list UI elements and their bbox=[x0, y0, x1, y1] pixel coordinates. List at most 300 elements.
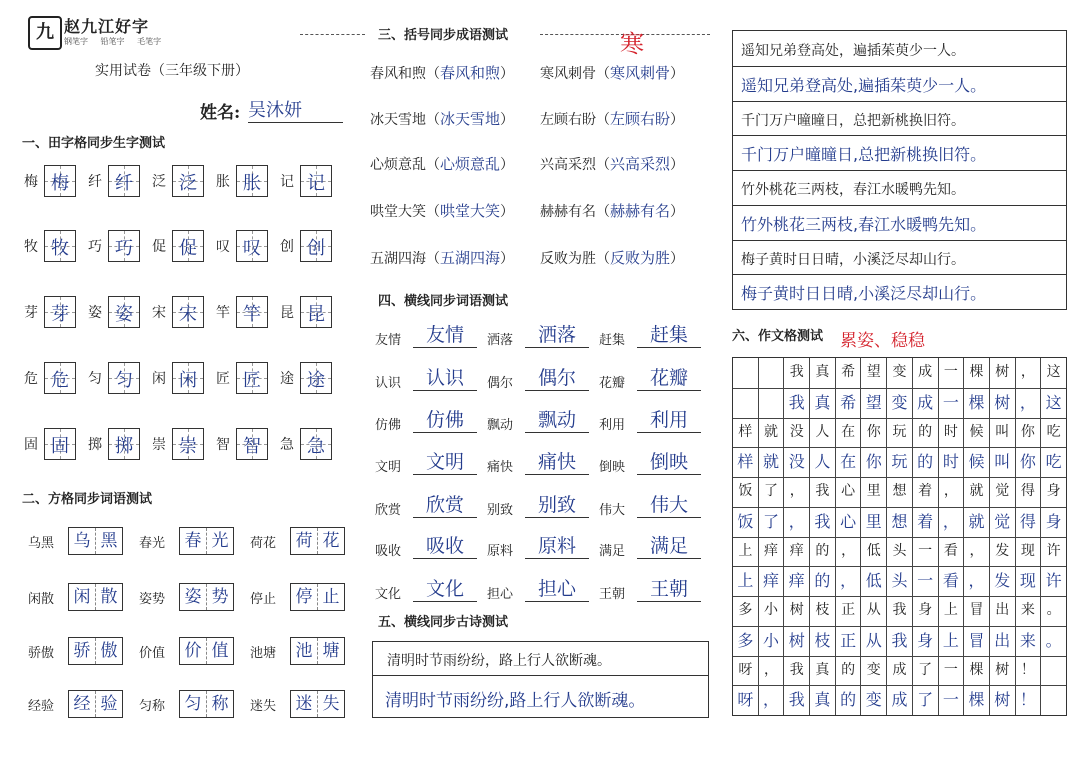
char-label: 记 bbox=[280, 174, 294, 190]
idiom-label: 心烦意乱 bbox=[370, 157, 426, 173]
composition-cell[interactable]: 吃 bbox=[1045, 452, 1062, 472]
word-box-char: 势 bbox=[206, 584, 233, 610]
composition-cell[interactable]: 想 bbox=[887, 477, 913, 507]
composition-cell[interactable]: 上 bbox=[733, 537, 759, 567]
composition-cell[interactable]: 从 bbox=[861, 626, 887, 656]
composition-cell[interactable]: 冒 bbox=[964, 626, 990, 656]
composition-cell[interactable]: 头 bbox=[887, 566, 913, 596]
line-word-answer[interactable]: 痛快 bbox=[525, 447, 589, 475]
tian-grid-cell[interactable] bbox=[172, 428, 204, 460]
poem-answer-line[interactable]: 梅子黄时日日晴,小溪泛尽却山行。 bbox=[741, 284, 987, 304]
line-word-row bbox=[375, 574, 711, 602]
line-word-item bbox=[375, 447, 487, 475]
tian-grid-cell[interactable] bbox=[44, 296, 76, 328]
line-word-answer[interactable]: 吸收 bbox=[413, 531, 477, 559]
line-word-answer[interactable]: 文明 bbox=[413, 447, 477, 475]
tian-grid-cell[interactable] bbox=[300, 428, 332, 460]
composition-cell[interactable]: ， bbox=[759, 685, 785, 715]
char-answer: 泛 bbox=[179, 173, 197, 194]
composition-cell[interactable]: 玩 bbox=[887, 447, 913, 477]
composition-cell[interactable]: 一 bbox=[913, 566, 939, 596]
composition-cell[interactable]: 时 bbox=[939, 447, 965, 477]
idiom-item: 左顾右盼（左顾右盼） bbox=[540, 110, 685, 128]
char-item bbox=[88, 296, 140, 328]
word-box-char: 闲 bbox=[73, 587, 91, 607]
composition-cell[interactable]: 棵 bbox=[964, 358, 990, 388]
composition-cell[interactable]: 在 bbox=[836, 447, 862, 477]
word-box-item bbox=[28, 690, 139, 718]
word-box-cell[interactable] bbox=[68, 690, 123, 718]
composition-cell[interactable]: 想 bbox=[887, 507, 913, 537]
composition-cell[interactable]: 就 bbox=[759, 447, 785, 477]
composition-cell[interactable]: 正 bbox=[836, 626, 862, 656]
word-box-cell[interactable] bbox=[68, 637, 123, 665]
tian-grid-cell[interactable] bbox=[236, 296, 268, 328]
composition-cell[interactable]: 我 bbox=[887, 596, 913, 626]
composition-cell[interactable]: 一 bbox=[939, 656, 965, 686]
composition-cell[interactable]: 上 bbox=[939, 596, 965, 626]
composition-cell[interactable]: ， bbox=[1016, 358, 1042, 388]
composition-cell[interactable]: 的 bbox=[810, 566, 836, 596]
idiom-answer[interactable]: 心烦意乱 bbox=[440, 155, 501, 173]
idiom-answer[interactable]: 左顾右盼 bbox=[610, 110, 671, 128]
composition-cell[interactable]: 心 bbox=[836, 477, 862, 507]
composition-cell[interactable]: 就 bbox=[964, 507, 990, 537]
composition-cell[interactable]: ， bbox=[836, 537, 862, 567]
composition-cell[interactable]: 望 bbox=[861, 358, 887, 388]
char-answer: 危 bbox=[51, 370, 69, 391]
composition-cell[interactable]: 变 bbox=[887, 388, 913, 418]
composition-cell[interactable]: 我 bbox=[784, 656, 810, 686]
section6-title: 六、作文格测试 bbox=[732, 329, 824, 344]
line-word-label: 王朝 bbox=[599, 587, 626, 602]
line-word-answer[interactable]: 担心 bbox=[525, 574, 589, 602]
tian-grid-cell[interactable] bbox=[172, 296, 204, 328]
idiom-answer[interactable]: 反败为胜 bbox=[610, 249, 671, 267]
composition-cell[interactable]: 变 bbox=[861, 656, 887, 686]
composition-row-divider bbox=[733, 447, 1066, 448]
composition-cell[interactable] bbox=[733, 358, 759, 388]
composition-cell[interactable]: 这 bbox=[1045, 392, 1062, 412]
composition-cell[interactable]: 真 bbox=[810, 358, 836, 388]
composition-row bbox=[733, 507, 1066, 537]
composition-cell[interactable]: 棵 bbox=[964, 656, 990, 686]
composition-cell[interactable]: 我 bbox=[810, 507, 836, 537]
tian-grid-cell[interactable] bbox=[44, 428, 76, 460]
composition-cell[interactable]: 身 bbox=[913, 596, 939, 626]
composition-cell[interactable]: 这 bbox=[1046, 364, 1061, 380]
composition-cell[interactable]: 上 bbox=[939, 626, 965, 656]
idiom-answer[interactable]: 寒风刺骨 bbox=[610, 64, 671, 82]
composition-row-divider bbox=[733, 477, 1066, 478]
composition-cell[interactable]: 树 bbox=[990, 388, 1016, 418]
composition-cell[interactable]: 真 bbox=[810, 388, 836, 418]
composition-cell[interactable]: 饭 bbox=[733, 507, 759, 537]
composition-cell[interactable]: ， bbox=[759, 656, 785, 686]
idiom-answer[interactable]: 五湖四海 bbox=[440, 249, 501, 267]
composition-cell[interactable]: 正 bbox=[836, 596, 862, 626]
composition-cell[interactable]: 出 bbox=[990, 596, 1016, 626]
composition-cell[interactable]: 了 bbox=[759, 507, 785, 537]
word-box-item bbox=[250, 690, 361, 718]
tian-grid-cell[interactable] bbox=[44, 165, 76, 197]
line-word-answer[interactable]: 原料 bbox=[525, 531, 589, 559]
composition-cell[interactable]: 小 bbox=[759, 626, 785, 656]
composition-cell[interactable]: ， bbox=[836, 566, 862, 596]
composition-cell[interactable]: 着 bbox=[913, 477, 939, 507]
word-box-cell[interactable] bbox=[68, 583, 123, 611]
word-box-char: 迷 bbox=[295, 694, 313, 714]
word-box-cell[interactable] bbox=[179, 690, 234, 718]
composition-cell[interactable]: 出 bbox=[990, 626, 1016, 656]
line-word-label: 担心 bbox=[487, 587, 514, 602]
char-item bbox=[24, 165, 76, 197]
tian-grid-cell[interactable] bbox=[300, 296, 332, 328]
composition-cell[interactable]: 望 bbox=[861, 388, 887, 418]
composition-cell[interactable]: 没 bbox=[784, 447, 810, 477]
line-word-answer[interactable]: 认识 bbox=[413, 363, 477, 391]
word-box-cell[interactable] bbox=[290, 583, 345, 611]
composition-cell[interactable]: 树 bbox=[990, 358, 1016, 388]
line-word-answer[interactable]: 友情 bbox=[413, 320, 477, 348]
tian-grid-cell[interactable] bbox=[236, 362, 268, 394]
char-answer: 姿 bbox=[115, 304, 133, 325]
tian-grid-cell[interactable] bbox=[172, 230, 204, 262]
tian-grid-cell[interactable] bbox=[108, 362, 140, 394]
line-word-label: 别致 bbox=[487, 503, 514, 518]
composition-cell[interactable]: 没 bbox=[784, 418, 810, 448]
composition-cell[interactable]: ， bbox=[1016, 388, 1042, 418]
line-word-answer[interactable]: 偶尔 bbox=[525, 363, 589, 391]
composition-cell[interactable] bbox=[733, 388, 759, 418]
line-word-answer[interactable]: 欣赏 bbox=[413, 490, 477, 518]
composition-cell[interactable]: 候 bbox=[964, 418, 990, 448]
composition-cell[interactable]: 觉 bbox=[990, 477, 1016, 507]
word-box-char: 乌 bbox=[73, 531, 91, 551]
line-word-item bbox=[487, 447, 599, 475]
composition-cell[interactable]: 得 bbox=[1016, 477, 1042, 507]
line-word-answer[interactable]: 赶集 bbox=[637, 320, 701, 348]
line-word-item bbox=[599, 490, 711, 518]
word-box-char: 价 bbox=[184, 641, 202, 661]
tian-grid-cell[interactable] bbox=[44, 230, 76, 262]
composition-cell[interactable]: 看 bbox=[939, 566, 965, 596]
composition-cell[interactable]: 多 bbox=[733, 626, 759, 656]
composition-cell[interactable]: 痒 bbox=[759, 566, 785, 596]
composition-cell[interactable]: 呀 bbox=[733, 656, 759, 686]
tian-grid-cell[interactable] bbox=[108, 165, 140, 197]
composition-cell[interactable]: ， bbox=[784, 507, 810, 537]
idiom-answer[interactable]: 赫赫有名 bbox=[610, 202, 671, 220]
line-word-answer[interactable]: 伟大 bbox=[637, 490, 701, 518]
composition-cell[interactable]: 发 bbox=[990, 566, 1016, 596]
tian-grid-cell[interactable] bbox=[236, 230, 268, 262]
word-box-char: 光 bbox=[206, 528, 233, 554]
composition-cell[interactable]: 身 bbox=[913, 626, 939, 656]
tian-grid-cell[interactable] bbox=[108, 296, 140, 328]
composition-cell[interactable]: 从 bbox=[861, 596, 887, 626]
char-label: 危 bbox=[24, 371, 38, 387]
composition-cell[interactable]: 叫 bbox=[990, 418, 1016, 448]
tian-grid-cell[interactable] bbox=[300, 362, 332, 394]
line-word-answer[interactable]: 花瓣 bbox=[637, 363, 701, 391]
composition-cell[interactable]: 许 bbox=[1045, 571, 1062, 591]
char-answer: 牧 bbox=[51, 238, 69, 259]
composition-cell[interactable]: 。 bbox=[1046, 602, 1061, 618]
composition-row bbox=[733, 447, 1066, 477]
composition-cell[interactable]: 了 bbox=[759, 477, 785, 507]
composition-cell[interactable]: 我 bbox=[810, 477, 836, 507]
composition-cell[interactable]: 样 bbox=[733, 418, 759, 448]
composition-cell[interactable]: 来 bbox=[1016, 626, 1042, 656]
composition-cell[interactable] bbox=[759, 358, 785, 388]
name-field[interactable]: 吴沐妍 bbox=[248, 96, 343, 123]
composition-cell[interactable]: 希 bbox=[836, 358, 862, 388]
char-item bbox=[216, 428, 268, 460]
composition-cell[interactable]: 发 bbox=[990, 537, 1016, 567]
composition-cell[interactable]: 你 bbox=[1016, 447, 1042, 477]
composition-cell[interactable]: 低 bbox=[861, 566, 887, 596]
poem-answer-line[interactable]: 竹外桃花三两枝,春江水暖鸭先知。 bbox=[741, 214, 987, 234]
line-word-label: 赶集 bbox=[599, 333, 626, 348]
composition-cell[interactable]: 小 bbox=[759, 596, 785, 626]
composition-cell[interactable]: 我 bbox=[784, 358, 810, 388]
char-item bbox=[280, 165, 332, 197]
title-rule-left bbox=[300, 34, 365, 35]
composition-cell[interactable] bbox=[759, 388, 785, 418]
composition-cell[interactable]: 成 bbox=[887, 685, 913, 715]
composition-cell[interactable]: 枝 bbox=[810, 596, 836, 626]
line-word-item bbox=[599, 320, 711, 348]
composition-cell[interactable]: 树 bbox=[784, 626, 810, 656]
composition-cell[interactable] bbox=[1041, 685, 1066, 715]
tian-grid-cell[interactable] bbox=[108, 428, 140, 460]
word-box-row bbox=[28, 637, 361, 665]
idiom-answer[interactable]: 兴高采烈 bbox=[610, 155, 671, 173]
word-label: 停止 bbox=[250, 591, 277, 607]
composition-row bbox=[733, 656, 1066, 686]
char-label: 掷 bbox=[88, 437, 102, 453]
composition-cell[interactable]: ！ bbox=[1016, 656, 1042, 686]
word-box-char: 荷 bbox=[295, 531, 313, 551]
composition-cell[interactable]: ， bbox=[939, 477, 965, 507]
composition-cell[interactable]: 枝 bbox=[810, 626, 836, 656]
composition-cell[interactable]: 的 bbox=[913, 447, 939, 477]
line-word-answer[interactable]: 别致 bbox=[525, 490, 589, 518]
composition-cell[interactable]: 看 bbox=[939, 537, 965, 567]
tian-grid-cell[interactable] bbox=[172, 362, 204, 394]
word-label: 乌黑 bbox=[28, 535, 55, 551]
composition-cell[interactable]: ， bbox=[964, 566, 990, 596]
poem-answer-line[interactable]: 千门万户曈曈日,总把新桃换旧符。 bbox=[741, 145, 987, 165]
word-box-item bbox=[28, 637, 139, 665]
composition-cell[interactable]: 多 bbox=[733, 596, 759, 626]
composition-cell[interactable]: 人 bbox=[810, 418, 836, 448]
composition-cell[interactable]: 成 bbox=[913, 358, 939, 388]
composition-cell[interactable]: 我 bbox=[887, 626, 913, 656]
composition-cell[interactable]: 上 bbox=[733, 566, 759, 596]
line-word-item bbox=[599, 574, 711, 602]
word-box-char: 姿 bbox=[184, 587, 202, 607]
composition-cell[interactable]: 冒 bbox=[964, 596, 990, 626]
poem-answer-line[interactable]: 清明时节雨纷纷,路上行人欲断魂。 bbox=[385, 691, 646, 711]
composition-cell[interactable]: 成 bbox=[887, 656, 913, 686]
composition-cell[interactable]: 你 bbox=[1016, 418, 1042, 448]
idiom-label: 春风和煦 bbox=[370, 66, 426, 82]
idiom-row bbox=[370, 108, 710, 129]
composition-cell[interactable]: 树 bbox=[784, 596, 810, 626]
composition-cell[interactable]: 棵 bbox=[964, 685, 990, 715]
composition-cell[interactable]: 的 bbox=[810, 537, 836, 567]
char-item bbox=[24, 428, 76, 460]
composition-cell[interactable]: ！ bbox=[1016, 685, 1042, 715]
idiom-label: 寒风刺骨 bbox=[540, 66, 596, 82]
char-label: 急 bbox=[280, 437, 294, 453]
composition-cell[interactable]: 真 bbox=[810, 685, 836, 715]
composition-cell[interactable]: 来 bbox=[1016, 596, 1042, 626]
word-box-cell[interactable] bbox=[179, 527, 234, 555]
tian-grid-cell[interactable] bbox=[44, 362, 76, 394]
composition-cell[interactable]: 时 bbox=[939, 418, 965, 448]
composition-cell[interactable]: 痒 bbox=[784, 566, 810, 596]
tian-grid-cell[interactable] bbox=[108, 230, 140, 262]
composition-cell[interactable]: 痒 bbox=[759, 537, 785, 567]
char-answer: 崇 bbox=[179, 436, 197, 457]
composition-cell[interactable]: 吃 bbox=[1046, 423, 1061, 440]
poem-row-divider bbox=[733, 170, 1066, 171]
word-box-cell[interactable] bbox=[290, 527, 345, 555]
composition-cell[interactable]: 树 bbox=[990, 685, 1016, 715]
composition-cell[interactable]: 成 bbox=[913, 388, 939, 418]
line-word-item bbox=[599, 447, 711, 475]
char-item bbox=[280, 428, 332, 460]
composition-cell[interactable]: 里 bbox=[861, 507, 887, 537]
word-box-cell[interactable] bbox=[290, 690, 345, 718]
word-box-row bbox=[28, 527, 361, 555]
poem-model-line: 遥知兄弟登高处，遍插茱萸少一人。 bbox=[741, 43, 965, 59]
composition-cell[interactable]: 我 bbox=[784, 685, 810, 715]
tian-grid-cell[interactable] bbox=[300, 230, 332, 262]
idiom-item: 赫赫有名（赫赫有名） bbox=[540, 202, 685, 220]
composition-cell[interactable] bbox=[1041, 656, 1066, 686]
composition-cell[interactable]: 了 bbox=[913, 656, 939, 686]
word-box-cell[interactable] bbox=[179, 637, 234, 665]
word-box-cell[interactable] bbox=[179, 583, 234, 611]
composition-row-divider bbox=[733, 626, 1066, 627]
composition-row-divider bbox=[733, 596, 1066, 597]
composition-cell[interactable]: 一 bbox=[939, 358, 965, 388]
idiom-item: 五湖四海（五湖四海） bbox=[370, 249, 515, 267]
line-word-answer[interactable]: 飘动 bbox=[525, 405, 589, 433]
word-box-char: 称 bbox=[206, 691, 233, 717]
composition-cell[interactable]: 玩 bbox=[887, 418, 913, 448]
composition-cell[interactable]: 呀 bbox=[733, 685, 759, 715]
composition-row bbox=[733, 477, 1066, 507]
composition-cell[interactable]: 的 bbox=[913, 418, 939, 448]
composition-cell[interactable]: 的 bbox=[836, 656, 862, 686]
word-box-cell[interactable] bbox=[68, 527, 123, 555]
composition-cell[interactable]: 你 bbox=[861, 418, 887, 448]
char-item bbox=[24, 362, 76, 394]
line-word-answer[interactable]: 满足 bbox=[637, 531, 701, 559]
composition-cell[interactable]: 一 bbox=[913, 537, 939, 567]
composition-cell[interactable]: 许 bbox=[1046, 542, 1061, 559]
composition-cell[interactable]: 真 bbox=[810, 656, 836, 686]
composition-cell[interactable]: 痒 bbox=[784, 537, 810, 567]
composition-cell[interactable]: 就 bbox=[964, 477, 990, 507]
composition-cell[interactable]: 得 bbox=[1016, 507, 1042, 537]
line-word-answer[interactable]: 倒映 bbox=[637, 447, 701, 475]
composition-cell[interactable]: 变 bbox=[861, 685, 887, 715]
composition-cell[interactable]: ， bbox=[939, 507, 965, 537]
composition-cell[interactable]: 我 bbox=[784, 388, 810, 418]
idiom-answer[interactable]: 春风和煦 bbox=[440, 64, 501, 82]
line-word-label: 花瓣 bbox=[599, 376, 626, 391]
composition-cell[interactable]: 着 bbox=[913, 507, 939, 537]
word-label: 价值 bbox=[139, 645, 166, 661]
composition-cell[interactable]: ， bbox=[964, 537, 990, 567]
composition-cell[interactable]: 心 bbox=[836, 507, 862, 537]
composition-cell[interactable]: 候 bbox=[964, 447, 990, 477]
line-word-answer[interactable]: 王朝 bbox=[637, 574, 701, 602]
idiom-answer[interactable]: 冰天雪地 bbox=[440, 110, 501, 128]
tian-grid-cell[interactable] bbox=[236, 165, 268, 197]
composition-cell[interactable]: 身 bbox=[1046, 483, 1061, 499]
composition-cell[interactable]: 身 bbox=[1045, 511, 1062, 531]
idiom-item: 反败为胜（反败为胜） bbox=[540, 249, 685, 267]
composition-cell[interactable]: 。 bbox=[1045, 630, 1062, 650]
composition-cell[interactable]: 人 bbox=[810, 447, 836, 477]
composition-row bbox=[733, 418, 1066, 448]
composition-cell[interactable]: 现 bbox=[1016, 566, 1042, 596]
word-box-char: 春 bbox=[184, 531, 202, 551]
poem-answer-line[interactable]: 遥知兄弟登高处,遍插茱萸少一人。 bbox=[741, 75, 987, 95]
word-box-cell[interactable] bbox=[290, 637, 345, 665]
composition-cell[interactable]: 觉 bbox=[990, 507, 1016, 537]
tian-grid-cell[interactable] bbox=[172, 165, 204, 197]
composition-cell[interactable]: ， bbox=[784, 477, 810, 507]
composition-cell[interactable]: 你 bbox=[861, 447, 887, 477]
char-row bbox=[24, 165, 344, 197]
composition-cell[interactable]: 变 bbox=[887, 358, 913, 388]
composition-cell[interactable]: 一 bbox=[939, 388, 965, 418]
composition-cell[interactable]: 叫 bbox=[990, 447, 1016, 477]
composition-cell[interactable]: 希 bbox=[836, 388, 862, 418]
composition-cell[interactable]: 样 bbox=[733, 447, 759, 477]
composition-cell[interactable]: 饭 bbox=[733, 477, 759, 507]
composition-cell[interactable]: 头 bbox=[887, 537, 913, 567]
char-label: 途 bbox=[280, 371, 294, 387]
line-word-answer[interactable]: 洒落 bbox=[525, 320, 589, 348]
tian-grid-cell[interactable] bbox=[236, 428, 268, 460]
composition-cell[interactable]: 在 bbox=[836, 418, 862, 448]
idiom-item: 冰天雪地（冰天雪地） bbox=[370, 110, 515, 128]
line-word-answer[interactable]: 文化 bbox=[413, 574, 477, 602]
composition-cell[interactable]: 棵 bbox=[964, 388, 990, 418]
idiom-answer[interactable]: 哄堂大笑 bbox=[440, 202, 501, 220]
composition-cell[interactable]: 里 bbox=[861, 477, 887, 507]
composition-cell[interactable]: 了 bbox=[913, 685, 939, 715]
composition-cell[interactable]: 就 bbox=[759, 418, 785, 448]
line-word-answer[interactable]: 利用 bbox=[637, 405, 701, 433]
composition-cell[interactable]: 一 bbox=[939, 685, 965, 715]
composition-cell[interactable]: 现 bbox=[1016, 537, 1042, 567]
composition-cell[interactable]: 树 bbox=[990, 656, 1016, 686]
composition-cell[interactable]: 低 bbox=[861, 537, 887, 567]
tian-grid-cell[interactable] bbox=[300, 165, 332, 197]
composition-cell[interactable]: 的 bbox=[836, 685, 862, 715]
line-word-answer[interactable]: 仿佛 bbox=[413, 405, 477, 433]
